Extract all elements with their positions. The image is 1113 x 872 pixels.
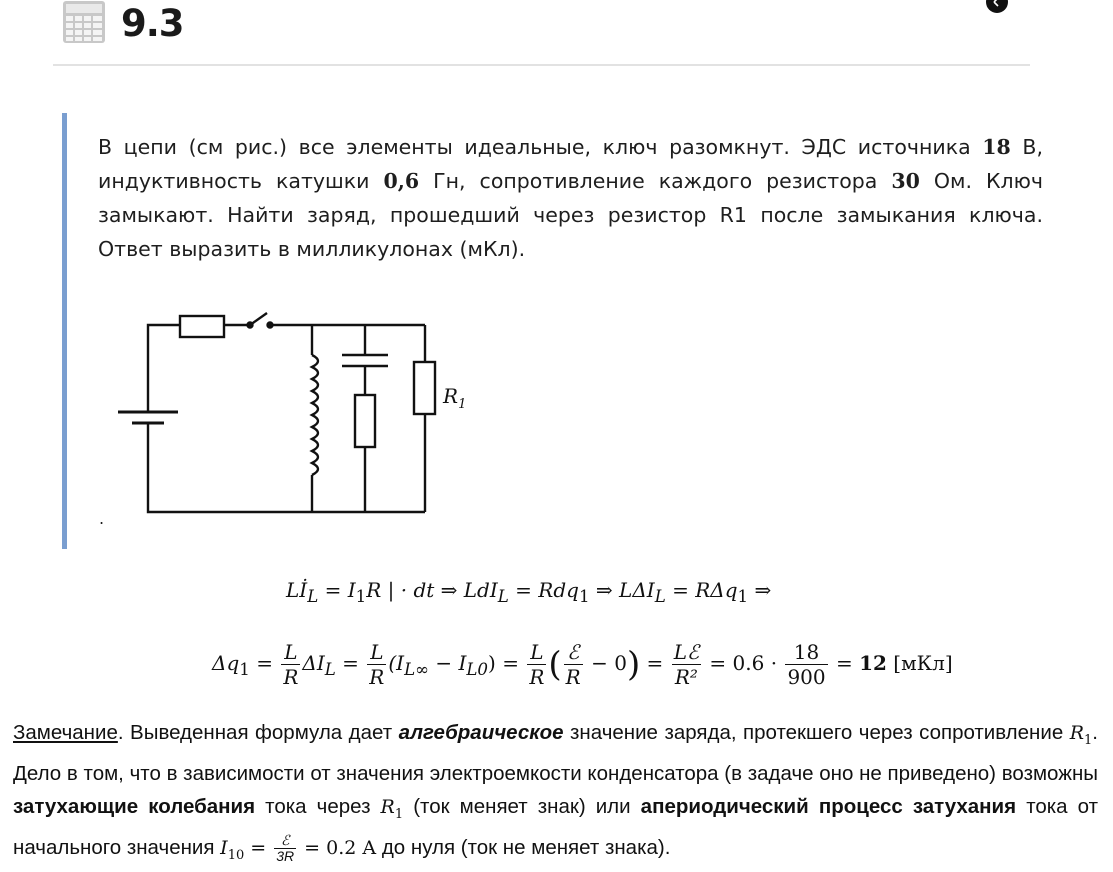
- result-value: 12: [859, 651, 887, 675]
- problem-accent-bar: [62, 113, 67, 549]
- r1-label: $R_1$: [443, 384, 467, 412]
- remark-paragraph: Замечание. Выведенная формула дает алгебраическое значение заряда, протекшего через сопротивление $R_1$. Дело в том, что в зависимости от значения электроемкости конденсатора (в задаче оно не приведено) возможны затухающие колебания тока через $R_1$ (ток меняет знак) или апериодический процесс затухания тока от начального значения $I_{10}$ = $\frac{\text{ℰ}}{3R}$ = 0.2 A до нуля (ток не меняет знака).: [13, 721, 1098, 865]
- circuit-diagram: [100, 300, 470, 528]
- header-divider: [53, 64, 1030, 66]
- switch: [250, 313, 267, 325]
- inductor-coil: [312, 355, 318, 475]
- formula-line-2: $\Delta q_1$ = $\frac{L}{R}$ $\Delta I_L$ = $\frac{L}{R}$ $(I_{L\infty} - I_{L0})$ = $\frac{L}{R}$ ( $\frac{\text{ℰ}}{R}$ − 0) = $\frac{\text{Lℰ}}{\text{R²}}$ = 0.6 · $\frac{18}{900}$ = 12 [мКл]: [212, 640, 953, 689]
- header: [0, 0, 1113, 70]
- remark-title: Замечание: [13, 721, 118, 744]
- figure-dot: .: [99, 509, 105, 528]
- formula-line-1: $Lİ_L = I_1R$ | · dt ⇒ LdI$_L$ = Rdq$_1$ ⇒ $L\Delta I_L = R\Delta q_1$ ⇒: [286, 578, 772, 606]
- series-resistor: [180, 316, 224, 337]
- task-number: 9.3: [121, 2, 184, 45]
- calculator-icon: [62, 0, 106, 44]
- resistor-r1: [414, 362, 435, 414]
- close-icon[interactable]: [986, 0, 1008, 13]
- branch-resistor: [355, 395, 375, 447]
- problem-statement: В цепи (см рис.) все элементы идеальные, ключ разомкнут. ЭДС источника 18 В, индуктивность катушки 0,6 Гн, сопротивление каждого резистора 30 Ом. Ключ замыкают. Найти заряд, прошедший через резистор R1 после замыкания ключа. Ответ выразить в милликулонах (мКл).: [98, 135, 1043, 261]
